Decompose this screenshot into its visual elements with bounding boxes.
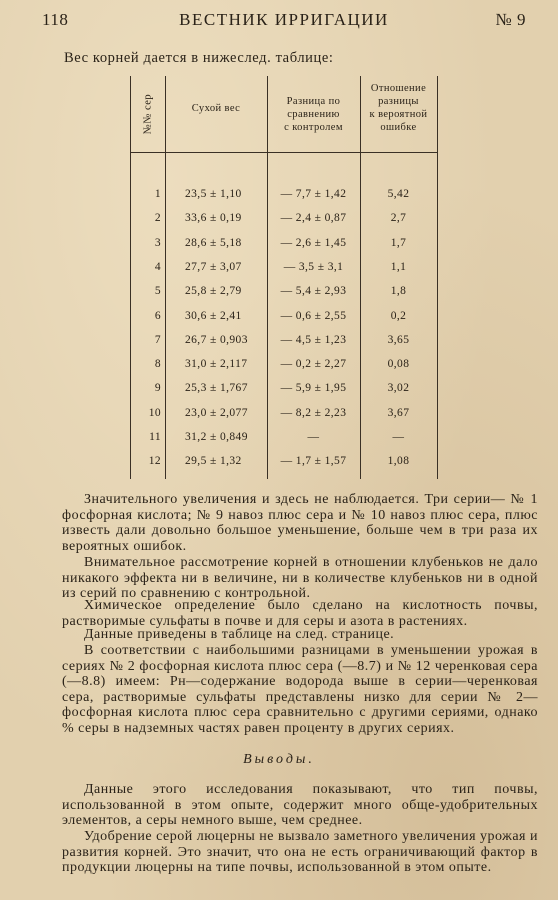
cell-difference: — 4,5 ± 1,23	[280, 333, 347, 346]
header-series-number: №№ сер	[142, 93, 154, 135]
cell-series-number: 4	[154, 260, 161, 273]
table-row	[131, 188, 437, 212]
cell-series-number: 8	[154, 358, 161, 371]
cell-difference: — 2,4 ± 0,87	[280, 212, 347, 225]
page-header	[42, 10, 526, 32]
cell-difference: — 0,6 ± 2,55	[280, 309, 347, 322]
cell-dry-weight: 26,7 ± 0,903	[185, 333, 248, 346]
cell-difference: — 8,2 ± 2,23	[280, 406, 347, 419]
cell-ratio: 1,08	[387, 455, 410, 468]
cell-dry-weight: 23,0 ± 2,077	[185, 406, 248, 419]
page-number: 118	[42, 10, 69, 29]
cell-dry-weight: 27,7 ± 3,07	[185, 260, 242, 273]
cell-dry-weight: 28,6 ± 5,18	[185, 236, 242, 249]
cell-ratio: 3,67	[387, 406, 410, 419]
cell-dry-weight: 23,5 ± 1,10	[185, 188, 242, 200]
cell-series-number: 11	[149, 431, 161, 443]
cell-ratio: 0,2	[390, 309, 407, 322]
table-row	[131, 382, 437, 406]
section-title: Выводы.	[243, 752, 315, 767]
cell-ratio: 3,02	[387, 382, 410, 395]
table-row	[131, 285, 437, 309]
cell-series-number: 7	[154, 333, 161, 346]
journal-title: ВЕСТНИК ИРРИГАЦИИ	[179, 10, 389, 29]
root-weight-table	[130, 76, 438, 479]
paragraph-4: Данные приведены в таблице на след. странице.	[84, 627, 395, 642]
cell-series-number: 3	[154, 236, 161, 249]
paragraph-1: Значительного увеличения и здесь не наблюдается. Три серии— № 1 фосфорная кислота; № 9 навоз плюс сера и № 10 навоз плюс сера, плюс известь дали довольно большое уменьшение, больше чем в три раза их вероятных ошибок.	[62, 492, 538, 554]
paragraph-3: Химическое определение было сделано на кислотность почвы, растворимые сульфаты в почве и для серы и азота в растениях.	[62, 598, 538, 629]
table-row	[131, 431, 437, 455]
cell-dry-weight: 25,3 ± 1,767	[185, 382, 248, 395]
cell-difference: — 2,6 ± 1,45	[280, 236, 347, 249]
paragraph-2: Внимательное рассмотрение корней в отношении клубеньков не дало никакого эффекта ни в величине, ни в количестве клубеньков ни в одной из серий по сравнению с контрольной.	[62, 555, 538, 601]
table-row	[131, 212, 437, 236]
table-row	[131, 310, 437, 334]
header-difference: Разница по сравнению с контролем	[284, 95, 343, 133]
cell-difference: — 7,7 ± 1,42	[280, 188, 347, 200]
paragraph-6: Данные этого исследования показывают, что тип почвы, использованной в этом опыте, содержит много обще-удобрительных элементов, а серы немного выше, чем среднее.	[62, 782, 538, 828]
paragraph-7: Удобрение серой люцерны не вызвало заметного увеличения урожая и развития корней. Это значит, что она не есть ограничивающий фактор в продукции люцерны на типе почвы, использованной в этом опыте.	[62, 829, 538, 875]
cell-dry-weight: 30,6 ± 2,41	[185, 309, 242, 322]
paragraph-5: В соответствии с наибольшими разницами в уменьшении урожая в сериях № 2 фосфорная кислота плюс сера (—8.7) и № 12 черенковая сера (—8.8) имеем: Рн—содержание водорода выше в серии—черенковая сера, растворимые сульфаты представлены низко для серии № 2— фосфорная кислота плюс сера сравнительно с другими сериями, однако % серы в надземных частях равен проценту в других сериях.	[62, 643, 538, 736]
cell-ratio: 1,7	[390, 236, 407, 249]
cell-difference: — 1,7 ± 1,57	[280, 455, 347, 468]
cell-dry-weight: 31,0 ± 2,117	[185, 358, 248, 371]
cell-ratio: 0,08	[387, 358, 410, 371]
header-dry-weight: Сухой вес	[191, 102, 241, 114]
cell-series-number: 2	[154, 212, 161, 225]
cell-ratio: 1,8	[390, 285, 407, 298]
cell-ratio: 1,1	[390, 260, 407, 273]
issue-number: № 9	[495, 10, 526, 29]
cell-ratio: 5,42	[387, 188, 410, 200]
table-row	[131, 455, 437, 479]
cell-ratio: 3,65	[387, 333, 410, 346]
cell-dry-weight: 25,8 ± 2,79	[185, 285, 242, 298]
cell-difference: —	[307, 431, 320, 443]
table-row	[131, 334, 437, 358]
cell-ratio: 2,7	[390, 212, 407, 225]
table-row	[131, 358, 437, 382]
table-row	[131, 261, 437, 285]
cell-series-number: 9	[154, 382, 161, 395]
cell-difference: — 3,5 ± 3,1	[283, 260, 344, 273]
header-ratio: Отношение разницы к вероятной ошибке	[369, 83, 428, 133]
cell-series-number: 10	[148, 406, 161, 419]
cell-series-number: 5	[154, 285, 161, 298]
table-intro: Вес корней дается в нижеслед. таблице:	[64, 50, 334, 66]
cell-series-number: 12	[148, 455, 161, 468]
cell-series-number: 6	[154, 309, 161, 322]
table-header	[131, 76, 437, 153]
cell-difference: — 5,9 ± 1,95	[280, 382, 347, 395]
cell-ratio: —	[392, 431, 405, 443]
cell-dry-weight: 33,6 ± 0,19	[185, 212, 242, 225]
table-row	[131, 407, 437, 431]
table-row	[131, 237, 437, 261]
cell-difference: — 0,2 ± 2,27	[280, 358, 347, 371]
cell-dry-weight: 29,5 ± 1,32	[185, 455, 242, 468]
cell-dry-weight: 31,2 ± 0,849	[185, 431, 248, 443]
cell-difference: — 5,4 ± 2,93	[280, 285, 347, 298]
cell-series-number: 1	[154, 188, 161, 200]
